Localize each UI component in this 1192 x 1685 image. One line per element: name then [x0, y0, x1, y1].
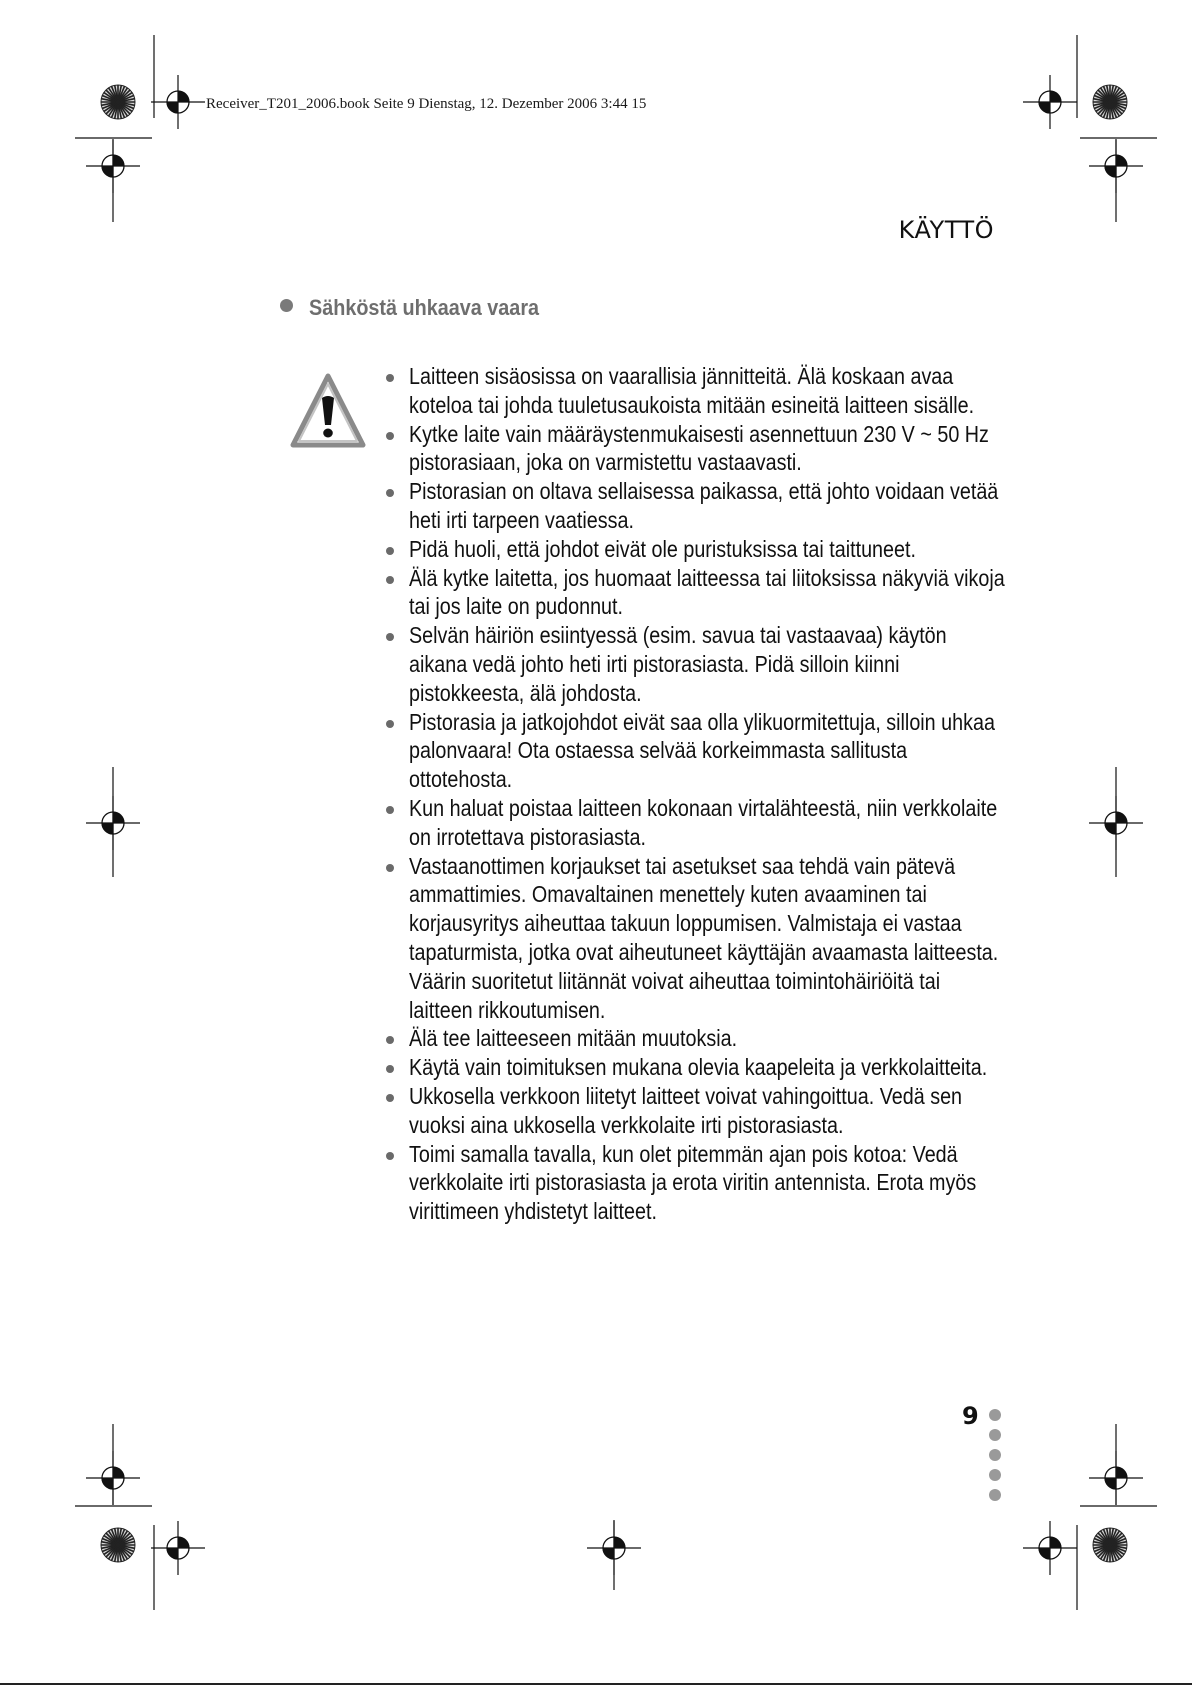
list-item-text: Pidä huoli, että johdot eivät ole puristuksissa tai taittuneet.	[409, 535, 916, 562]
section-title: KÄYTTÖ	[898, 216, 994, 244]
list-item-text: Vastaanottimen korjaukset tai asetukset saa tehdä vain pätevä ammattimies. Omavaltainen menettely kuten avaaminen tai korjausyritys aiheuttaa takuun loppumisen. Valmistaja ei vastaa tapaturmista, jotka ovat aiheutuneet käyttäjän avaamasta laitteesta. Väärin suoritetut liitännät voivat aiheuttaa toimintohäiriöitä tai laitteen rikkoutumisen.	[409, 852, 999, 1023]
list-item-text: Kun haluat poistaa laitteen kokonaan virtalähteestä, niin verkkolaite on irrotettava pistorasiasta.	[409, 794, 998, 850]
safety-list	[383, 362, 1008, 1226]
list-item-text: Pistorasia ja jatkojohdot eivät saa olla ylikuormitettuja, silloin uhkaa palonvaara! Ota ostaessa selvää korkeimmasta sallitusta ottotehosta.	[409, 708, 995, 793]
page-dot	[989, 1429, 1001, 1441]
list-item-text: Kytke laite vain määräystenmukaisesti asennettuun 230 V ~ 50 Hz pistorasiaan, joka on varmistettu vastaavasti.	[409, 420, 989, 476]
list-item	[383, 1082, 1008, 1140]
list-item	[383, 1140, 1008, 1226]
list-item-text: Pistorasian on oltava sellaisessa paikassa, että johto voidaan vetää heti irti tarpeen vaatiessa.	[409, 478, 999, 533]
page-dot	[989, 1449, 1001, 1461]
list-item	[383, 535, 1008, 564]
warning-triangle-icon	[290, 372, 366, 450]
list-item	[383, 362, 1008, 420]
list-item	[383, 852, 1008, 1025]
list-item	[383, 564, 1008, 622]
list-item	[383, 708, 1008, 794]
list-item-text: Käytä vain toimituksen mukana olevia kaapeleita ja verkkolaitteita.	[409, 1054, 988, 1081]
list-item	[383, 1053, 1008, 1082]
list-item	[383, 477, 1008, 535]
list-item	[383, 420, 1008, 478]
list-item-text: Selvän häiriön esiintyessä (esim. savua tai vastaavaa) käytön aikana vedä johto heti irti pistorasiasta. Pidä silloin kiinni pistokkeesta, älä johdosta.	[409, 622, 947, 706]
list-item-text: Älä kytke laitetta, jos huomaat laitteessa tai liitoksissa näkyviä vikoja tai jos laite on pudonnut.	[409, 564, 1005, 620]
page-dot	[989, 1469, 1001, 1481]
subsection-bullet	[280, 299, 293, 312]
list-item	[383, 1024, 1008, 1053]
list-item-text: Laitteen sisäosissa on vaarallisia jännitteitä. Älä koskaan avaa koteloa tai johda tuuletusaukoista mitään esineitä laitteen sisälle.	[409, 363, 975, 418]
page-number: 9	[962, 1402, 979, 1430]
print-info-line: Receiver_T201_2006.book Seite 9 Dienstag, 12. Dezember 2006 3:44 15	[206, 96, 647, 112]
list-item	[383, 621, 1008, 707]
page-dot	[989, 1489, 1001, 1501]
subsection-heading: Sähköstä uhkaava vaara	[309, 295, 540, 320]
page-dot	[989, 1409, 1001, 1421]
list-item	[383, 794, 1008, 852]
list-item-text: Älä tee laitteeseen mitään muutoksia.	[409, 1025, 738, 1052]
list-item-text: Ukkosella verkkoon liitetyt laitteet voivat vahingoittua. Vedä sen vuoksi aina ukkosella verkkolaite irti pistorasiasta.	[409, 1082, 963, 1138]
list-item-text: Toimi samalla tavalla, kun olet pitemmän ajan pois kotoa: Vedä verkkolaite irti pistorasiasta ja erota viritin antennista. Erota myös virittimeen yhdistetyt laitteet.	[409, 1140, 977, 1225]
